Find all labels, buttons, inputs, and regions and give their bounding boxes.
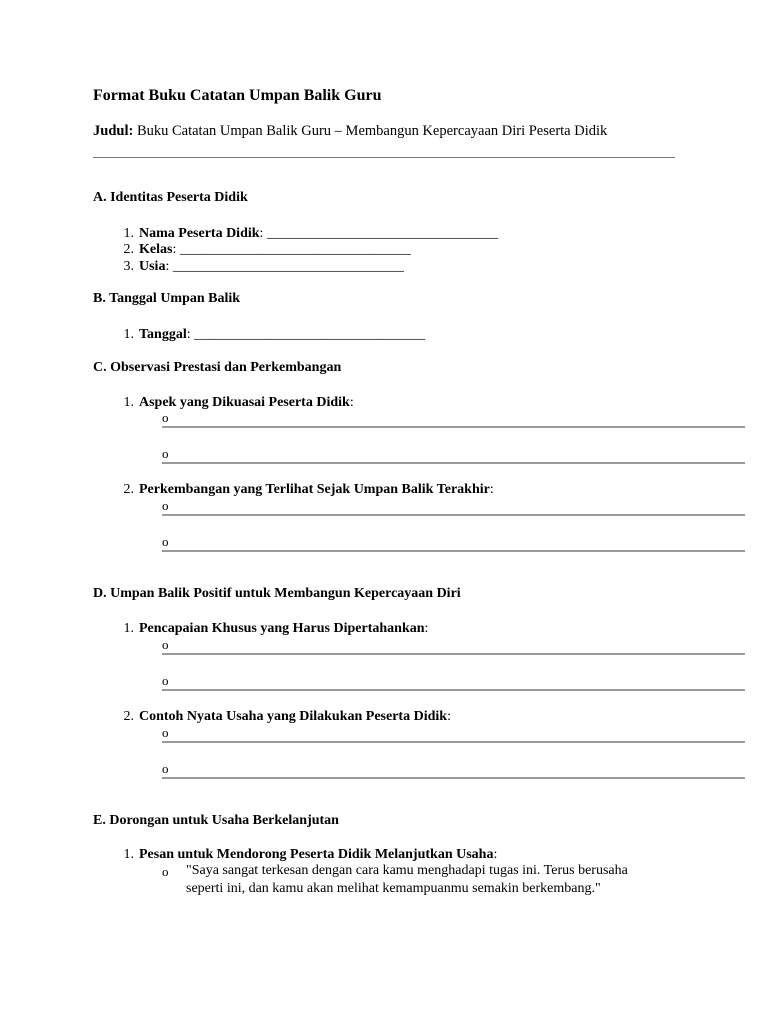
bullet-marker: o (162, 446, 169, 461)
bullet-marker: o (162, 637, 169, 652)
writing-line (162, 777, 745, 779)
writing-line (162, 550, 745, 552)
writing-line (162, 653, 745, 655)
list-number: 1. (123, 395, 134, 410)
document-title: Format Buku Catatan Umpan Balik Guru (93, 87, 382, 104)
field-separator: : (424, 621, 429, 636)
fill-in-blank: _________________________________ (172, 259, 404, 274)
field-label: Aspek yang Dikuasai Peserta Didik (139, 395, 350, 410)
section-a-heading: A. Identitas Peserta Didik (93, 190, 248, 205)
list-number: 1. (123, 847, 134, 862)
bullet-marker: o (162, 725, 169, 740)
field-separator: : (493, 847, 498, 862)
judul-text: Buku Catatan Umpan Balik Guru – Membangun Kepercayaan Diri Peserta Didik (133, 123, 608, 139)
list-number: 2. (123, 482, 134, 497)
fill-in-blank: _________________________________ (266, 226, 498, 241)
field-separator: : (186, 327, 195, 342)
section-b-heading: B. Tanggal Umpan Balik (93, 291, 241, 306)
field-separator: : (165, 259, 173, 274)
judul-line (93, 123, 607, 140)
list-number: 3. (123, 259, 134, 274)
list-number: 2. (123, 242, 134, 257)
field-label: Perkembangan yang Terlihat Sejak Umpan Balik Terakhir (139, 482, 490, 497)
encouragement-quote: "Saya sangat terkesan dengan cara kamu menghadapi tugas ini. Terus berusaha seperti ini, dan kamu akan melihat kemampuanmu semakin berkembang." (186, 863, 628, 896)
judul-label: Judul: (93, 123, 134, 139)
bullet-marker: o (162, 410, 169, 425)
field-label: Tanggal (139, 327, 187, 342)
fill-in-blank: _________________________________ (194, 327, 426, 342)
field-label: Nama Peserta Didik (139, 226, 260, 241)
field-label: Kelas (139, 242, 173, 257)
section-e-heading: E. Dorongan untuk Usaha Berkelanjutan (93, 813, 339, 828)
horizontal-rule (93, 157, 675, 158)
field-separator: : (172, 242, 180, 257)
field-separator: : (489, 482, 494, 497)
field-separator: : (259, 226, 267, 241)
field-label: Contoh Nyata Usaha yang Dilakukan Peserta Didik (139, 709, 448, 724)
list-number: 2. (123, 709, 134, 724)
fill-in-blank: _________________________________ (179, 242, 411, 257)
section-c-heading: C. Observasi Prestasi dan Perkembangan (93, 360, 342, 375)
field-label: Pesan untuk Mendorong Peserta Didik Melanjutkan Usaha (139, 847, 494, 862)
bullet-marker: o (162, 673, 169, 688)
field-label: Usia (139, 259, 166, 274)
writing-line (162, 689, 745, 691)
writing-line (162, 741, 745, 743)
list-number: 1. (123, 327, 134, 342)
field-separator: : (349, 395, 354, 410)
writing-line (162, 462, 745, 464)
bullet-marker: o (162, 498, 169, 513)
field-separator: : (447, 709, 451, 724)
list-number: 1. (123, 226, 134, 241)
writing-line (162, 426, 745, 428)
section-d-heading: D. Umpan Balik Positif untuk Membangun Kepercayaan Diri (93, 586, 461, 601)
bullet-marker: o (162, 761, 169, 776)
writing-line (162, 514, 745, 516)
bullet-marker: o (162, 864, 169, 879)
bullet-marker: o (162, 534, 169, 549)
field-label: Pencapaian Khusus yang Harus Dipertahankan (139, 621, 425, 636)
list-number: 1. (123, 621, 134, 636)
